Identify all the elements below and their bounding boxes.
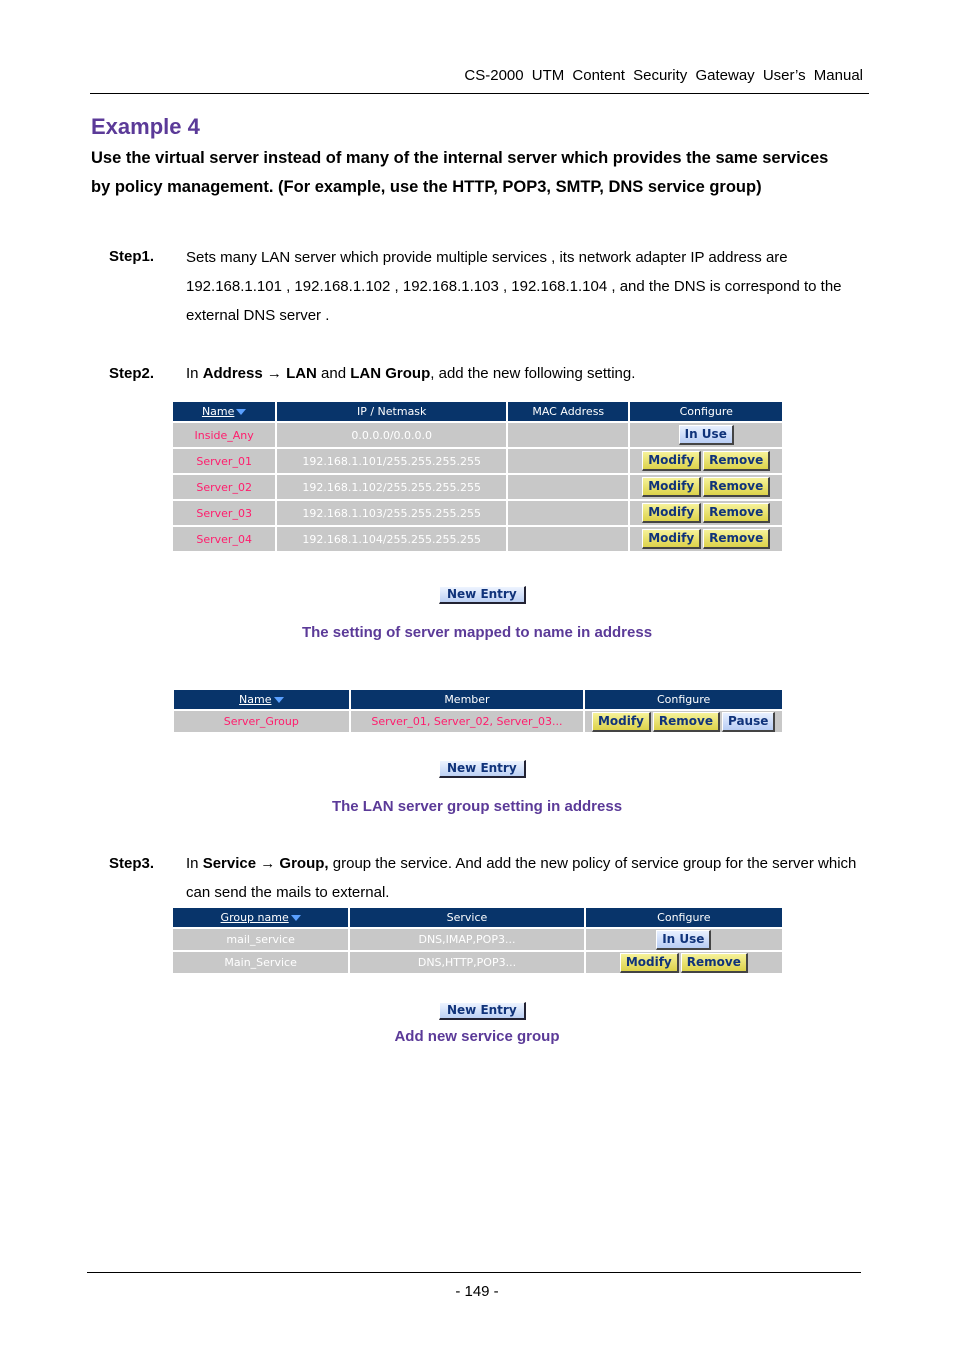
step2-label: Step2. bbox=[109, 365, 155, 382]
intro-paragraph: Use the virtual server instead of many of the internal server which provides the same services by policy management. (For example, use the HTTP, POP3, SMTP, DNS service group) bbox=[91, 149, 829, 196]
name-column-header[interactable]: Name bbox=[174, 690, 349, 709]
lan-group-table-header bbox=[174, 690, 782, 709]
modify-button[interactable]: Modify bbox=[620, 953, 679, 973]
step1-text: Sets many LAN server which provide multiple services , its network adapter IP address are 192.168.1.101 , 192.168.1.102 , 192.168.1.103 , 192.168.1.104 , and the DNS is correspond to the external DNS server . bbox=[186, 249, 842, 324]
remove-button[interactable]: Remove bbox=[681, 953, 748, 973]
address-mac bbox=[508, 449, 628, 473]
table-row bbox=[174, 711, 782, 732]
service-group-name: mail_service bbox=[173, 929, 348, 950]
configure-cell bbox=[630, 449, 782, 473]
address-name: Server_02 bbox=[173, 475, 275, 499]
modify-button[interactable]: Modify bbox=[642, 529, 701, 549]
service-list: DNS,IMAP,POP3... bbox=[350, 929, 583, 950]
running-header: CS-2000 UTM Content Security Gateway User’s Manual bbox=[464, 67, 863, 84]
group-name-column-header[interactable]: Group name bbox=[173, 908, 348, 927]
configure-column-header: Configure bbox=[585, 690, 782, 709]
service-table-caption: Add new service group bbox=[394, 1028, 560, 1045]
configure-cell bbox=[586, 929, 782, 950]
address-ip: 192.168.1.103/255.255.255.255 bbox=[277, 501, 506, 525]
address-table-header bbox=[173, 402, 782, 421]
address-table bbox=[171, 400, 784, 553]
mac-column-header: MAC Address bbox=[508, 402, 628, 421]
example-title: Example 4 bbox=[91, 114, 200, 139]
remove-button[interactable]: Remove bbox=[703, 529, 770, 549]
step1-label: Step1. bbox=[109, 248, 155, 265]
address-name: Inside_Any bbox=[173, 423, 275, 447]
lan-group-table bbox=[172, 688, 784, 734]
footer-divider bbox=[87, 1272, 861, 1273]
step3-label: Step3. bbox=[109, 855, 155, 872]
sort-down-icon bbox=[236, 409, 246, 415]
configure-cell bbox=[585, 711, 782, 732]
address-mac bbox=[508, 423, 628, 447]
name-column-header[interactable]: Name bbox=[173, 402, 275, 421]
sort-down-icon bbox=[274, 697, 284, 703]
group-name: Server_Group bbox=[174, 711, 349, 732]
address-mac bbox=[508, 501, 628, 525]
configure-cell bbox=[586, 952, 782, 973]
configure-column-header: Configure bbox=[586, 908, 782, 927]
modify-button[interactable]: Modify bbox=[592, 712, 651, 732]
page-number: - 149 - bbox=[455, 1283, 499, 1300]
configure-column-header: Configure bbox=[630, 402, 782, 421]
service-group-table bbox=[171, 906, 784, 975]
address-ip: 192.168.1.102/255.255.255.255 bbox=[277, 475, 506, 499]
address-mac bbox=[508, 527, 628, 551]
step2-text: In Address → LAN and LAN Group, add the new following setting. bbox=[186, 365, 636, 382]
new-entry-button[interactable]: New Entry bbox=[439, 1002, 526, 1020]
sort-down-icon bbox=[291, 915, 301, 921]
new-entry-button[interactable]: New Entry bbox=[439, 760, 526, 778]
configure-cell bbox=[630, 475, 782, 499]
configure-cell bbox=[630, 501, 782, 525]
table-row bbox=[173, 952, 782, 973]
in-use-button[interactable]: In Use bbox=[679, 425, 734, 445]
pause-button[interactable]: Pause bbox=[722, 712, 775, 732]
address-mac bbox=[508, 475, 628, 499]
service-group-name: Main_Service bbox=[173, 952, 348, 973]
ip-column-header: IP / Netmask bbox=[277, 402, 506, 421]
in-use-button[interactable]: In Use bbox=[656, 930, 711, 950]
remove-button[interactable]: Remove bbox=[703, 477, 770, 497]
group-table-caption: The LAN server group setting in address bbox=[331, 798, 623, 815]
group-member: Server_01, Server_02, Server_03... bbox=[351, 711, 584, 732]
modify-button[interactable]: Modify bbox=[642, 503, 701, 523]
table-row bbox=[173, 449, 782, 473]
table-row bbox=[173, 423, 782, 447]
member-column-header: Member bbox=[351, 690, 584, 709]
table-row bbox=[173, 527, 782, 551]
address-ip: 192.168.1.101/255.255.255.255 bbox=[277, 449, 506, 473]
configure-cell bbox=[630, 527, 782, 551]
address-ip: 0.0.0.0/0.0.0.0 bbox=[277, 423, 506, 447]
service-table-header bbox=[173, 908, 782, 927]
remove-button[interactable]: Remove bbox=[703, 503, 770, 523]
configure-cell bbox=[630, 423, 782, 447]
table-row bbox=[173, 929, 782, 950]
step3-text: In Service → Group, group the service. And add the new policy of service group for the server which can send the mails to external. bbox=[186, 855, 857, 901]
new-entry-button[interactable]: New Entry bbox=[439, 586, 526, 604]
modify-button[interactable]: Modify bbox=[642, 477, 701, 497]
service-list: DNS,HTTP,POP3... bbox=[350, 952, 583, 973]
remove-button[interactable]: Remove bbox=[653, 712, 720, 732]
address-name: Server_04 bbox=[173, 527, 275, 551]
address-name: Server_01 bbox=[173, 449, 275, 473]
address-ip: 192.168.1.104/255.255.255.255 bbox=[277, 527, 506, 551]
table-row bbox=[173, 501, 782, 525]
remove-button[interactable]: Remove bbox=[703, 451, 770, 471]
modify-button[interactable]: Modify bbox=[642, 451, 701, 471]
service-column-header: Service bbox=[350, 908, 583, 927]
address-table-caption: The setting of server mapped to name in address bbox=[301, 624, 653, 641]
table-row bbox=[173, 475, 782, 499]
header-divider bbox=[90, 93, 869, 94]
address-name: Server_03 bbox=[173, 501, 275, 525]
